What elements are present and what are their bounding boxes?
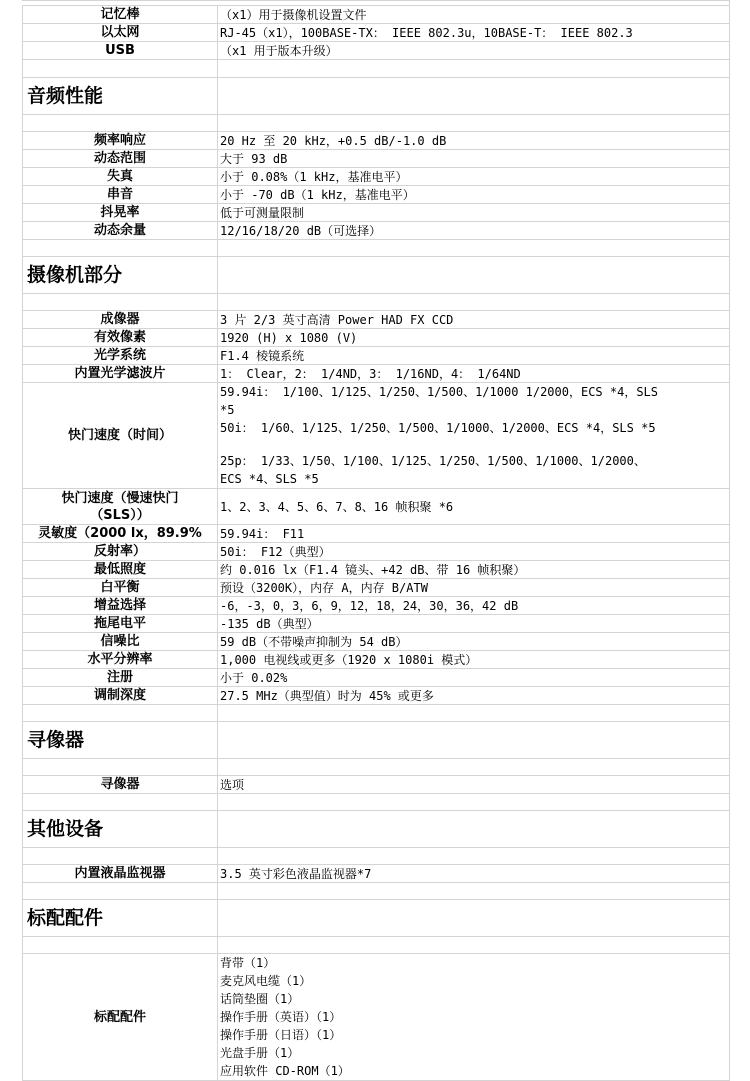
spec-row bbox=[22, 775, 730, 793]
spec-value-line: *5 bbox=[220, 403, 235, 417]
spacer-row bbox=[22, 882, 730, 899]
spec-value bbox=[218, 60, 730, 77]
spec-value bbox=[218, 543, 730, 560]
spec-value bbox=[218, 651, 730, 668]
spec-value bbox=[218, 150, 730, 167]
section-header bbox=[22, 810, 730, 847]
spec-label: 增益选择 bbox=[22, 597, 218, 614]
spec-value-line: 1、2、3、4、5、6、7、8、16 帧积聚 *6 bbox=[220, 499, 454, 514]
spec-value bbox=[218, 811, 730, 847]
spec-value-line: F1.4 棱镜系统 bbox=[220, 348, 305, 363]
spec-row bbox=[22, 221, 730, 239]
spec-row bbox=[22, 596, 730, 614]
spec-row bbox=[22, 364, 730, 382]
spec-value-line: ECS *4、SLS *5 bbox=[220, 472, 319, 486]
section-title: 摄像机部分 bbox=[22, 257, 218, 293]
spacer-row bbox=[22, 704, 730, 721]
spec-value bbox=[218, 257, 730, 293]
spec-value-line: 话筒垫圈（1） bbox=[220, 992, 300, 1006]
spec-label: 快门速度（慢速快门 （SLS）） bbox=[22, 489, 218, 524]
spacer-row bbox=[22, 758, 730, 775]
spec-label: 反射率） bbox=[22, 543, 218, 560]
spec-value bbox=[218, 525, 730, 542]
spec-row bbox=[22, 382, 730, 488]
spec-value-line: 27.5 MHz（典型值）时为 45% 或更多 bbox=[220, 688, 434, 703]
spec-row bbox=[22, 167, 730, 185]
spec-label: 频率响应 bbox=[22, 132, 218, 149]
spec-label: 成像器 bbox=[22, 311, 218, 328]
spec-value bbox=[218, 294, 730, 310]
spec-row bbox=[22, 203, 730, 221]
spec-row bbox=[22, 185, 730, 203]
spacer-row bbox=[22, 847, 730, 864]
spec-value bbox=[218, 633, 730, 650]
spec-value bbox=[218, 848, 730, 864]
spec-row bbox=[22, 864, 730, 882]
spacer-row bbox=[22, 239, 730, 256]
spec-row bbox=[22, 524, 730, 542]
spec-row bbox=[22, 542, 730, 560]
spec-value-line: 1,000 电视线或更多（1920 x 1080i 模式） bbox=[220, 652, 478, 667]
spec-label bbox=[22, 937, 218, 953]
section-title: 其他设备 bbox=[22, 811, 218, 847]
spec-value-line: 12/16/18/20 dB（可选择） bbox=[220, 223, 382, 238]
spec-label: 失真 bbox=[22, 168, 218, 185]
spec-value bbox=[218, 383, 730, 488]
spec-value-line: 小于 -70 dB（1 kHz，基准电平） bbox=[220, 187, 415, 202]
spec-label bbox=[22, 759, 218, 775]
spec-value-line: 预设（3200K），内存 A，内存 B/ATW bbox=[220, 580, 428, 595]
spec-value bbox=[218, 186, 730, 203]
spec-label: 动态余量 bbox=[22, 222, 218, 239]
spec-label: 最低照度 bbox=[22, 561, 218, 578]
spec-row bbox=[22, 686, 730, 704]
spec-value bbox=[218, 722, 730, 758]
spec-value-line: 3.5 英寸彩色液晶监视器*7 bbox=[220, 866, 372, 881]
spec-value-line: 59.94i： 1/100、1/125、1/250、1/500、1/1000 1/2000，ECS *4，SLS bbox=[220, 385, 659, 399]
spec-value-line: 50i： F12（典型） bbox=[220, 544, 331, 559]
spec-value bbox=[218, 597, 730, 614]
spec-label: 注册 bbox=[22, 669, 218, 686]
spec-row bbox=[22, 632, 730, 650]
spec-value-line: 1920 (H) x 1080 (V) bbox=[220, 330, 358, 345]
spec-value-line: （x1 用于版本升级） bbox=[220, 43, 338, 58]
spec-label: 串音 bbox=[22, 186, 218, 203]
section-header bbox=[22, 899, 730, 936]
spec-label: 调制深度 bbox=[22, 687, 218, 704]
section-title: 标配配件 bbox=[22, 900, 218, 936]
spec-value-line: 25p： 1/33、1/50、1/100、1/125、1/250、1/500、1/1000、1/2000、 bbox=[220, 454, 646, 468]
spec-label bbox=[22, 848, 218, 864]
spec-row bbox=[22, 149, 730, 167]
spec-label bbox=[22, 794, 218, 810]
spec-value-line: 麦克风电缆（1） bbox=[220, 974, 312, 988]
section-title: 音频性能 bbox=[22, 78, 218, 114]
spec-label bbox=[22, 115, 218, 131]
spec-value bbox=[218, 900, 730, 936]
section-header bbox=[22, 77, 730, 114]
spacer-row bbox=[22, 936, 730, 953]
spec-value-line: 背带（1） bbox=[220, 956, 276, 970]
spec-value-line: 59.94i： F11 bbox=[220, 526, 305, 541]
section-header bbox=[22, 256, 730, 293]
spec-value bbox=[218, 937, 730, 953]
spec-label bbox=[22, 60, 218, 77]
spec-label bbox=[22, 294, 218, 310]
spec-value-line: 约 0.016 lx（F1.4 镜头、+42 dB、带 16 帧积聚） bbox=[220, 562, 526, 577]
spec-value-line: 操作手册（英语）（1） bbox=[220, 1010, 342, 1024]
spec-value bbox=[218, 776, 730, 793]
spec-value-line: 20 Hz 至 20 kHz，+0.5 dB/-1.0 dB bbox=[220, 133, 447, 148]
spec-value bbox=[218, 240, 730, 256]
spec-label bbox=[22, 705, 218, 721]
spec-value-line: 光盘手册（1） bbox=[220, 1046, 300, 1060]
spec-value bbox=[218, 365, 730, 382]
spec-value bbox=[218, 489, 730, 524]
spec-value-line: RJ-45（x1），100BASE-TX： IEEE 802.3u，10BASE-T： IEEE 802.3 bbox=[220, 25, 633, 40]
spec-label: 快门速度（时间） bbox=[22, 383, 218, 488]
spacer-row bbox=[22, 293, 730, 310]
spec-label: 动态范围 bbox=[22, 150, 218, 167]
spec-label: 水平分辨率 bbox=[22, 651, 218, 668]
spec-label: 灵敏度（2000 lx，89.9% bbox=[22, 525, 218, 542]
spec-value bbox=[218, 794, 730, 810]
section-title: 寻像器 bbox=[22, 722, 218, 758]
spec-value bbox=[218, 204, 730, 221]
spec-value bbox=[218, 222, 730, 239]
spec-row bbox=[22, 131, 730, 149]
spec-value bbox=[218, 883, 730, 899]
spec-value-line: 应用软件 CD-ROM（1） bbox=[220, 1064, 350, 1078]
spec-label: 抖晃率 bbox=[22, 204, 218, 221]
spec-value bbox=[218, 24, 730, 41]
spec-value-line: -6，-3，0，3，6，9，12，18，24，30，36，42 dB bbox=[220, 598, 519, 613]
spec-value-line: 选项 bbox=[220, 777, 245, 792]
spec-value bbox=[218, 615, 730, 632]
spacer-row bbox=[22, 59, 730, 77]
spec-value-line: 小于 0.02% bbox=[220, 670, 288, 685]
spec-row bbox=[22, 578, 730, 596]
spec-label: 记忆棒 bbox=[22, 6, 218, 23]
spec-label: 有效像素 bbox=[22, 329, 218, 346]
spec-row bbox=[22, 614, 730, 632]
spec-row bbox=[22, 5, 730, 23]
spacer-row bbox=[22, 793, 730, 810]
section-header bbox=[22, 721, 730, 758]
spec-value-line: 小于 0.08%（1 kHz，基准电平） bbox=[220, 169, 408, 184]
spec-value-line: 低于可测量限制 bbox=[220, 205, 305, 220]
spec-value-line: 操作手册（日语）（1） bbox=[220, 1028, 342, 1042]
spec-row bbox=[22, 23, 730, 41]
spec-label: 以太网 bbox=[22, 24, 218, 41]
spec-row bbox=[22, 328, 730, 346]
spec-value bbox=[218, 78, 730, 114]
spec-label bbox=[22, 883, 218, 899]
spec-row bbox=[22, 560, 730, 578]
spec-value bbox=[218, 759, 730, 775]
spec-table bbox=[22, 0, 730, 1078]
spec-value bbox=[218, 115, 730, 131]
spec-row bbox=[22, 310, 730, 328]
spec-label: 信噪比 bbox=[22, 633, 218, 650]
spec-value-line: （x1）用于摄像机设置文件 bbox=[220, 7, 367, 22]
spec-value-line: 1： Clear，2： 1/4ND，3： 1/16ND，4： 1/64ND bbox=[220, 366, 521, 381]
spec-row bbox=[22, 953, 730, 1080]
spec-label: 标配配件 bbox=[22, 954, 218, 1080]
spec-value bbox=[218, 669, 730, 686]
spec-value bbox=[218, 865, 730, 882]
spec-value bbox=[218, 6, 730, 23]
spec-value-line bbox=[220, 437, 729, 452]
spec-label: 光学系统 bbox=[22, 347, 218, 364]
spec-value-line: -135 dB（典型） bbox=[220, 616, 319, 631]
spec-label bbox=[22, 240, 218, 256]
spec-value bbox=[218, 705, 730, 721]
spec-row bbox=[22, 650, 730, 668]
spec-value-line: 大于 93 dB bbox=[220, 151, 288, 166]
spec-value-line: 59 dB（不带噪声抑制为 54 dB） bbox=[220, 634, 408, 649]
spec-label: 内置光学滤波片 bbox=[22, 365, 218, 382]
spec-row bbox=[22, 488, 730, 524]
spec-value bbox=[218, 579, 730, 596]
spec-value bbox=[218, 329, 730, 346]
spec-value bbox=[218, 311, 730, 328]
spec-label: 寻像器 bbox=[22, 776, 218, 793]
spec-value bbox=[218, 561, 730, 578]
spec-value-line: 3 片 2/3 英寸高清 Power HAD FX CCD bbox=[220, 312, 454, 327]
spec-value bbox=[218, 954, 730, 1080]
spec-value bbox=[218, 168, 730, 185]
spec-row bbox=[22, 41, 730, 59]
spec-label: 内置液晶监视器 bbox=[22, 865, 218, 882]
spec-row bbox=[22, 346, 730, 364]
spec-value-line: 50i： 1/60、1/125、1/250、1/500、1/1000、1/2000、ECS *4，SLS *5 bbox=[220, 421, 656, 435]
spec-value bbox=[218, 687, 730, 704]
spec-label: 白平衡 bbox=[22, 579, 218, 596]
spec-value bbox=[218, 42, 730, 59]
spec-label: USB bbox=[22, 42, 218, 59]
spec-row bbox=[22, 668, 730, 686]
spec-value bbox=[218, 132, 730, 149]
spec-value bbox=[218, 347, 730, 364]
spacer-row bbox=[22, 114, 730, 131]
spec-label: 拖尾电平 bbox=[22, 615, 218, 632]
